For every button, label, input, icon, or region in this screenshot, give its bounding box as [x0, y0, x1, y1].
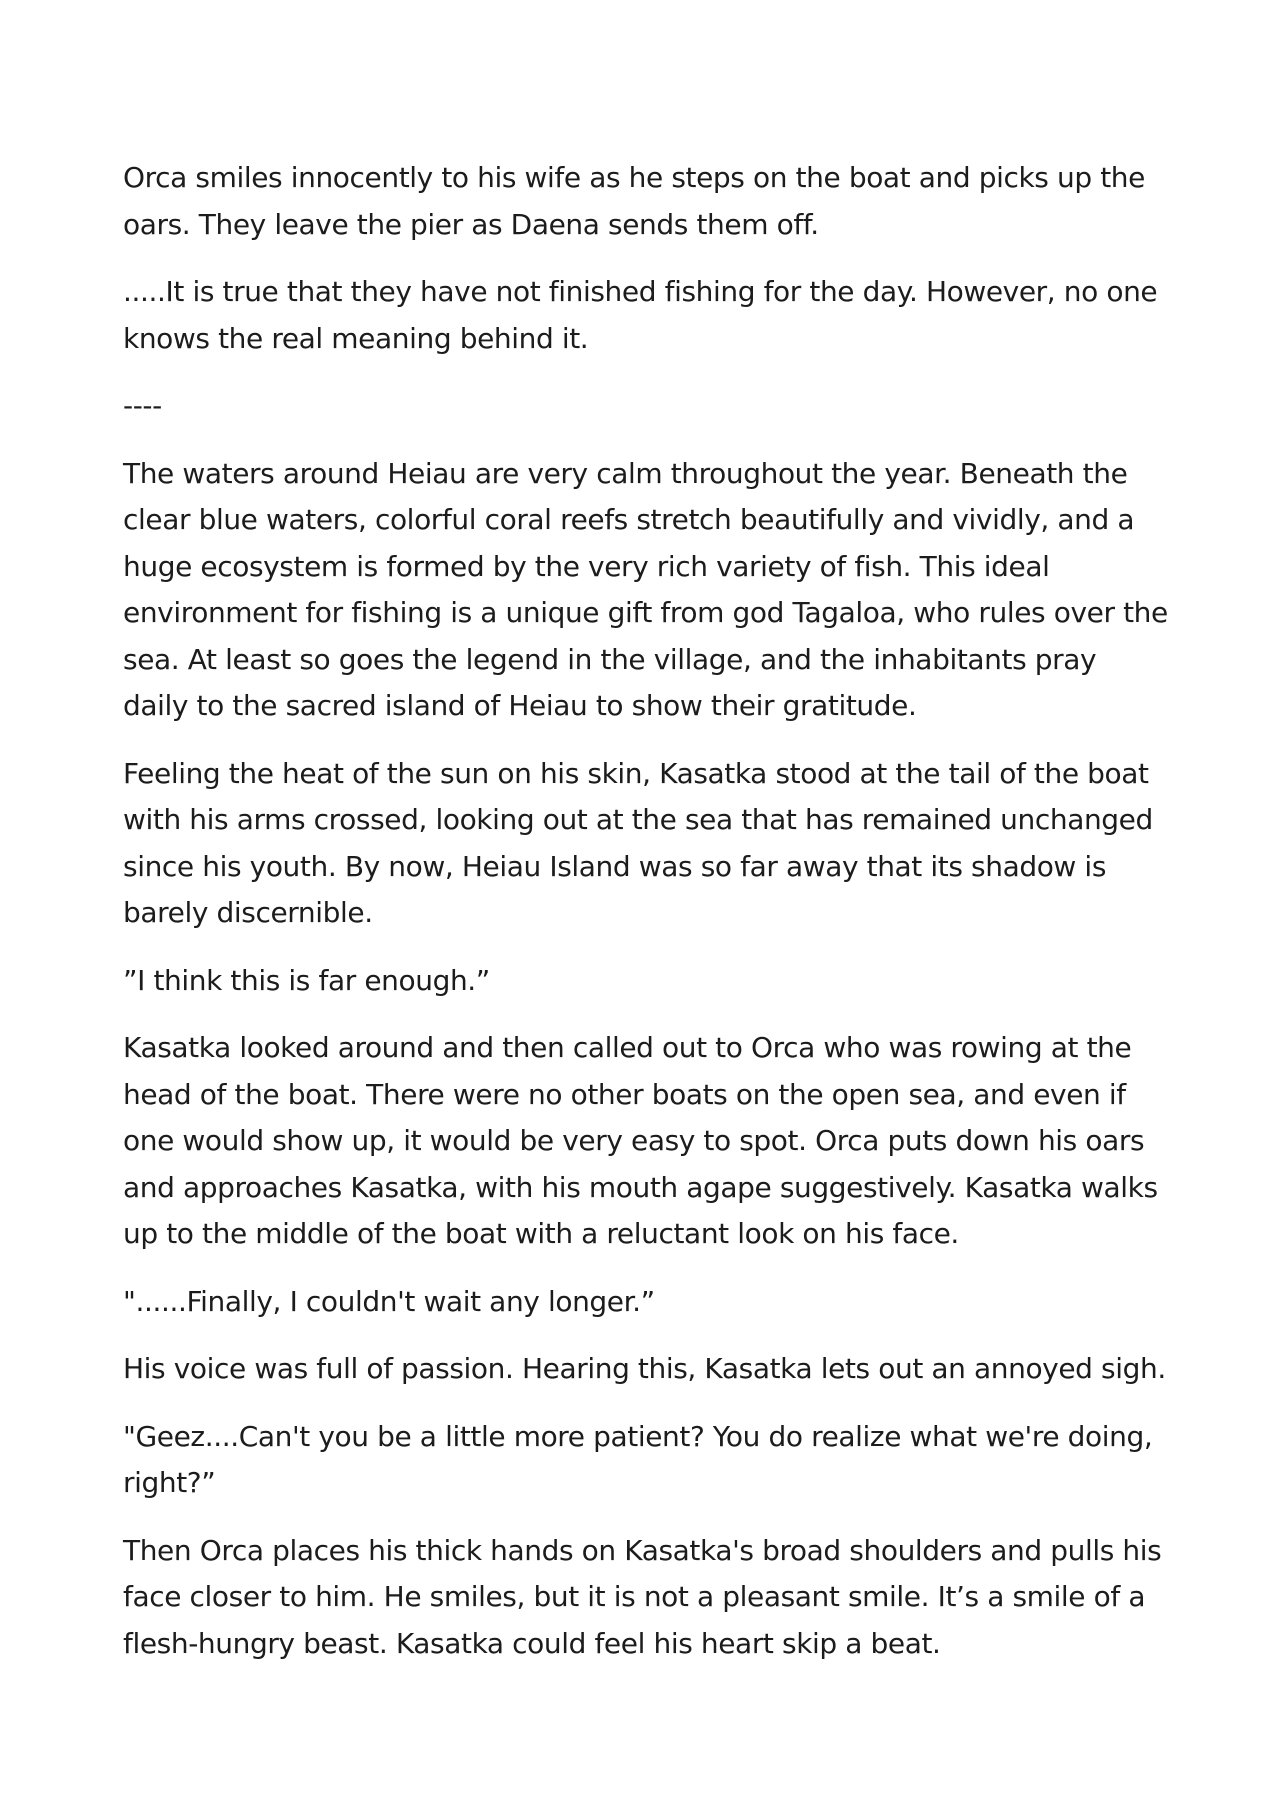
paragraph-9: "Geez....Can't you be a little more patient? You do realize what we're doing, right?”: [123, 1419, 1153, 1499]
paragraph-6: Kasatka looked around and then called out to Orca who was rowing at the head of the boat. There were no other boats on the open sea, and even if one would show up, it would be very easy to spot. Orca puts down his oars and approaches Kasatka, with his mouth agape suggestively. Kasatka walks up to the middle of the boat with a reluctant look on his face.: [123, 1031, 1158, 1250]
paragraph-3: The waters around Heiau are very calm throughout the year. Beneath the clear blue waters, colorful coral reefs stretch beautifully and vividly, and a huge ecosystem is formed by the very rich variety of fish. This ideal environment for fishing is a unique gift from god Tagaloa, who rules over the sea. At least so goes the legend in the village, and the inhabitants pray daily to the sacred island of Heiau to show their gratitude.: [123, 456, 1168, 722]
paragraph-1: Orca smiles innocently to his wife as he steps on the boat and picks up the oars. They leave the pier as Daena sends them off.: [123, 161, 1145, 241]
paragraph-8: His voice was full of passion. Hearing this, Kasatka lets out an annoyed sigh.: [123, 1352, 1166, 1385]
document-page: [123, 155, 1168, 1688]
scene-break: ----: [123, 389, 162, 422]
paragraph-5: ”I think this is far enough.”: [123, 963, 490, 997]
paragraph-7: "......Finally, I couldn't wait any longer.”: [123, 1284, 655, 1318]
paragraph-4: Feeling the heat of the sun on his skin, Kasatka stood at the tail of the boat with his arms crossed, looking out at the sea that has remained unchanged since his youth. By now, Heiau Island was so far away that its shadow is barely discernible.: [123, 756, 1153, 929]
paragraph-10: Then Orca places his thick hands on Kasatka's broad shoulders and pulls his face closer to him. He smiles, but it is not a pleasant smile. It’s a smile of a flesh-hungry beast. Kasatka could feel his heart skip a beat.: [123, 1533, 1162, 1660]
paragraph-2: .....It is true that they have not finished fishing for the day. However, no one knows the real meaning behind it.: [123, 275, 1158, 355]
